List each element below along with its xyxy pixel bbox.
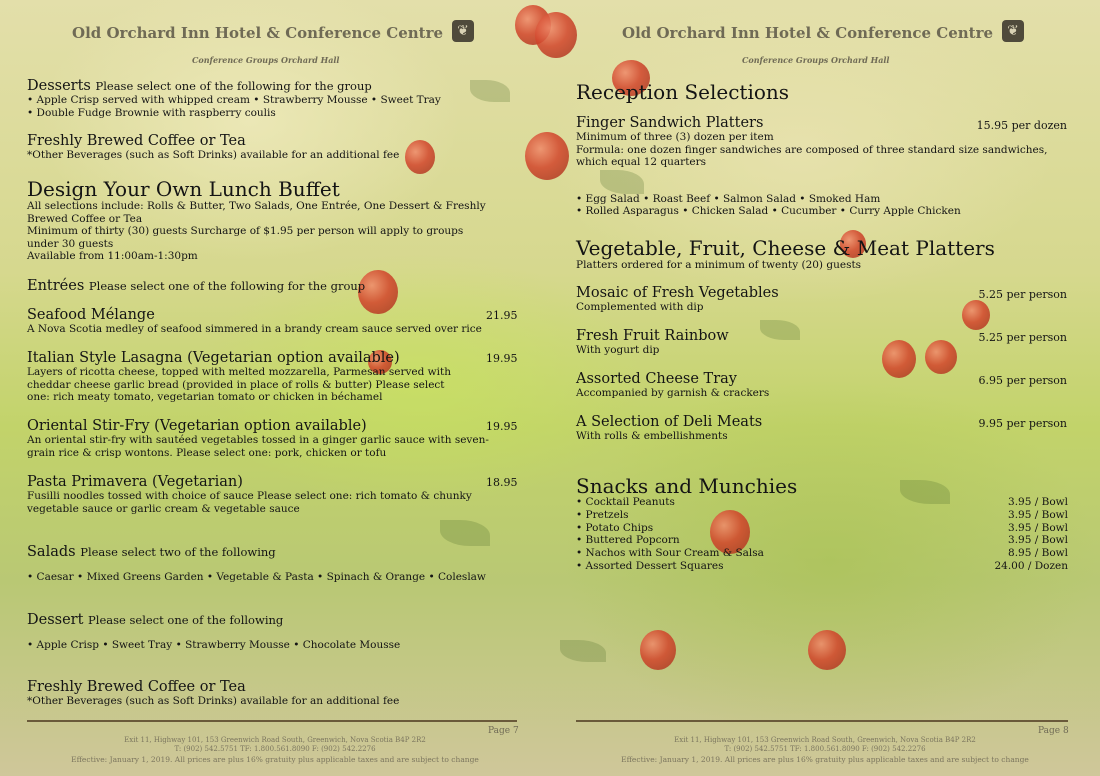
- section-title: Dessert: [27, 612, 84, 628]
- finger-list1: • Egg Salad • Roast Beef • Salmon Salad • Smoked Ham: [576, 192, 881, 205]
- item-desc: A Nova Scotia medley of seafood simmered in a brandy cream sauce served over rice: [27, 323, 482, 335]
- desserts-section: [27, 78, 517, 119]
- menu-item: [27, 350, 517, 404]
- item-price: 21.95: [486, 309, 518, 322]
- item-desc: Complemented with dip: [576, 301, 704, 313]
- footer-divider: [576, 720, 1068, 722]
- desserts-line2: • Double Fudge Brownie with raspberry coulis: [27, 106, 276, 119]
- platter-item: [576, 328, 976, 357]
- platters-note: Platters ordered for a minimum of twenty (20) guests: [576, 259, 862, 271]
- section-title: Freshly Brewed Coffee or Tea: [27, 679, 246, 695]
- section-note: Please select one of the following for the group: [88, 279, 366, 293]
- section-note: Please select two of the following: [80, 545, 276, 559]
- platters-section: [576, 237, 1066, 272]
- coffee-note: *Other Beverages (such as Soft Drinks) available for an additional fee: [27, 149, 400, 161]
- snack-name: • Potato Chips: [576, 521, 654, 534]
- item-name: A Selection of Deli Meats: [576, 414, 763, 430]
- snack-name: • Pretzels: [576, 508, 629, 521]
- snack-price: 8.95 / Bowl: [1008, 547, 1068, 560]
- hall-subtitle: Conference Groups Orchard Hall: [742, 55, 890, 65]
- entrees-heading: [27, 278, 517, 294]
- platters-title: Vegetable, Fruit, Cheese & Meat Platters: [576, 236, 995, 260]
- hotel-name: Old Orchard Inn Hotel & Conference Centre: [622, 24, 994, 42]
- footer-phones: T: (902) 542.5751 TF: 1.800.561.8090 F: (902) 542.2276: [724, 745, 926, 753]
- item-desc: With rolls & embellishments: [576, 430, 728, 442]
- coffee-section-2: [27, 679, 517, 708]
- section-title: Freshly Brewed Coffee or Tea: [27, 133, 246, 149]
- item-price: 19.95: [486, 352, 518, 365]
- hall-subtitle: Conference Groups Orchard Hall: [192, 55, 340, 65]
- item-name: Pasta Primavera (Vegetarian): [27, 474, 243, 490]
- footer-effective: Effective: January 1, 2019. All prices are plus 16% gratuity plus applicable taxes and are subject to change: [71, 755, 479, 764]
- list-item: [576, 560, 1068, 573]
- item-name: Seafood Mélange: [27, 307, 155, 323]
- item-desc: With yogurt dip: [576, 344, 660, 356]
- item-name: Mosaic of Fresh Vegetables: [576, 285, 779, 301]
- desserts-line1: • Apple Crisp served with whipped cream • Strawberry Mousse • Sweet Tray: [27, 94, 441, 106]
- dessert-section: [27, 612, 517, 652]
- item-price: 9.95 per person: [978, 417, 1067, 430]
- item-price: 18.95: [486, 476, 518, 489]
- snack-price: 3.95 / Bowl: [1008, 496, 1068, 508]
- item-name: Oriental Stir-Fry (Vegetarian option available): [27, 418, 367, 434]
- menu-item: [27, 418, 517, 459]
- snacks-title: Snacks and Munchies: [576, 474, 798, 498]
- list-item: [576, 522, 1068, 535]
- hotel-name: Old Orchard Inn Hotel & Conference Centre: [72, 24, 444, 42]
- snack-price: 24.00 / Dozen: [994, 559, 1068, 572]
- snack-name: • Nachos with Sour Cream & Salsa: [576, 547, 764, 560]
- snack-price: 3.95 / Bowl: [1008, 508, 1068, 521]
- salads-list: • Caesar • Mixed Greens Garden • Vegetable & Pasta • Spinach & Orange • Coleslaw: [27, 571, 486, 583]
- section-title: Salads: [27, 544, 76, 560]
- footer-address: Exit 11, Highway 101, 153 Greenwich Road South, Greenwich, Nova Scotia B4P 2R2: [674, 736, 976, 744]
- reception-title: Reception Selections: [576, 80, 790, 104]
- list-item: [576, 509, 1068, 522]
- platter-item: [576, 371, 976, 400]
- item-name: Finger Sandwich Platters: [576, 115, 764, 131]
- item-price: 6.95 per person: [978, 374, 1067, 387]
- menu-item: [27, 307, 517, 336]
- coffee-note: *Other Beverages (such as Soft Drinks) available for an additional fee: [27, 695, 400, 707]
- page-number: Page 7: [488, 726, 519, 736]
- list-item: [576, 496, 1068, 509]
- platter-item: [576, 414, 976, 443]
- snack-name: • Cocktail Peanuts: [576, 496, 675, 508]
- snack-name: • Assorted Dessert Squares: [576, 559, 724, 572]
- finger-min: Minimum of three (3) dozen per item: [576, 131, 774, 143]
- dessert-list: • Apple Crisp • Sweet Tray • Strawberry Mousse • Chocolate Mousse: [27, 639, 401, 651]
- section-title: Entrées: [27, 278, 85, 294]
- crest-icon: ❦: [452, 20, 474, 42]
- item-price: 15.95 per dozen: [976, 119, 1067, 132]
- item-name: Italian Style Lasagna (Vegetarian option available): [27, 350, 400, 366]
- footer-address: Exit 11, Highway 101, 153 Greenwich Road South, Greenwich, Nova Scotia B4P 2R2: [124, 736, 426, 744]
- buffet-minimum: Minimum of thirty (30) guests Surcharge of $1.95 per person will apply to groups under 30 guests: [27, 225, 464, 250]
- item-desc: An oriental stir-fry with sautéed vegetables tossed in a ginger garlic sauce with seven-grain rice & crisp wontons. Please select one: pork, chicken or tofu: [27, 434, 489, 459]
- section-note: Please select one of the following: [88, 613, 284, 627]
- section-title: Desserts: [27, 78, 91, 94]
- item-price: 5.25 per person: [978, 288, 1067, 301]
- snack-price: 3.95 / Bowl: [1008, 534, 1068, 547]
- item-price: 5.25 per person: [978, 331, 1067, 344]
- footer-divider: [27, 720, 517, 722]
- item-desc: Fusilli noodles tossed with choice of sauce Please select one: rich tomato & chunky vegetable sauce or garlic cream & vegetable sauce: [27, 490, 472, 515]
- buffet-text: All selections include: Rolls & Butter, Two Salads, One Entrée, One Dessert & Freshly Brewed Coffee or Tea: [27, 200, 486, 225]
- section-note: Please select one of the following for the group: [95, 79, 372, 93]
- platter-item: [576, 285, 976, 314]
- item-desc: Accompanied by garnish & crackers: [576, 387, 770, 399]
- crest-icon: ❦: [1002, 20, 1024, 42]
- footer-effective: Effective: January 1, 2019. All prices are plus 16% gratuity plus applicable taxes and are subject to change: [621, 755, 1029, 764]
- finger-list2: • Rolled Asparagus • Chicken Salad • Cucumber • Curry Apple Chicken: [576, 205, 961, 217]
- right-page: [550, 0, 1100, 776]
- snack-name: • Buttered Popcorn: [576, 534, 680, 547]
- menu-item: [27, 474, 517, 515]
- buffet-section: [27, 178, 497, 263]
- item-name: Assorted Cheese Tray: [576, 371, 737, 387]
- item-name: Fresh Fruit Rainbow: [576, 328, 729, 344]
- list-item: [576, 534, 1068, 547]
- coffee-section: [27, 133, 517, 162]
- item-price: 19.95: [486, 420, 518, 433]
- buffet-hours: Available from 11:00am-1:30pm: [27, 250, 198, 262]
- salads-section: [27, 544, 517, 584]
- page-number: Page 8: [1038, 726, 1069, 736]
- footer-phones: T: (902) 542.5751 TF: 1.800.561.8090 F: (902) 542.2276: [174, 745, 376, 753]
- buffet-title: Design Your Own Lunch Buffet: [27, 177, 340, 201]
- snack-price: 3.95 / Bowl: [1008, 521, 1068, 534]
- finger-formula: Formula: one dozen finger sandwiches are composed of three standard size sandwiches, which equal 12 quarters: [576, 143, 1048, 168]
- list-item: [576, 547, 1068, 560]
- snacks-list: [576, 496, 1068, 573]
- item-desc: Layers of ricotta cheese, topped with melted mozzarella, Parmesan served with cheddar cheese garlic bread (provided in place of rolls & butter) Please select one: rich meaty tomato, vegetarian tomato or chicken in béchamel: [27, 366, 452, 403]
